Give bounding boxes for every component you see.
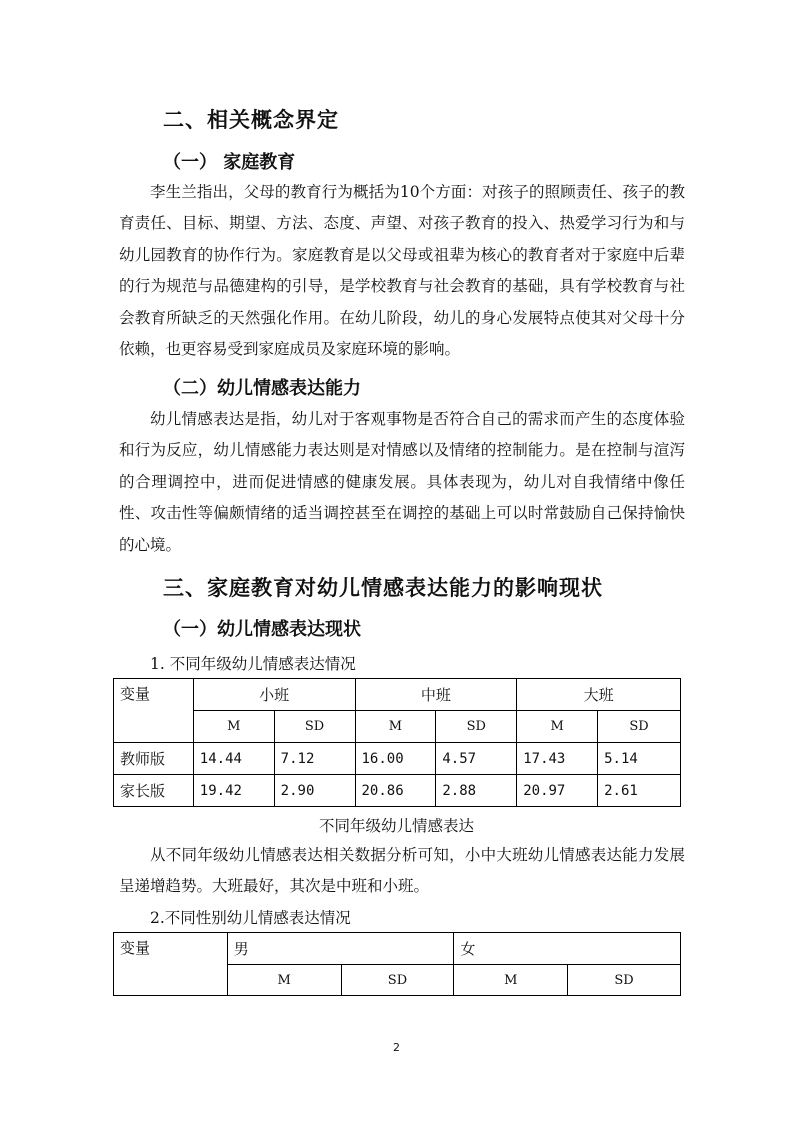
- table-stat-header: M: [227, 965, 341, 996]
- table-cell: 14.44: [193, 743, 274, 775]
- section-3-heading: 三、家庭教育对幼儿情感表达能力的影响现状: [163, 576, 603, 600]
- table-row-label: 家长版: [114, 775, 194, 807]
- table-group-header: 女: [454, 933, 681, 965]
- table-stat-header: M: [193, 711, 274, 743]
- table-group-header: 小班: [193, 679, 355, 711]
- table-cell: 7.12: [274, 743, 355, 775]
- table-stat-header: M: [454, 965, 568, 996]
- table-stat-header: SD: [436, 711, 517, 743]
- table-cell: 17.43: [517, 743, 598, 775]
- table-cell: 20.86: [355, 775, 436, 807]
- table-stat-header: SD: [274, 711, 355, 743]
- emotion-expression-paragraph: 幼儿情感表达是指，幼儿对于客观事物是否符合自己的需求而产生的态度体验和行为反应，幼儿情感能力表达则是对情感以及情绪的控制能力。是在控制与渲泻的合理调控中，进而促进情感的健康发展。具体表现为，幼儿对自我情绪中像任性、攻击性等偏颇情绪的适当调控甚至在调控的基础上可以时常鼓励自己保持愉快的心境。: [119, 410, 685, 554]
- gender-emotion-table: [113, 932, 681, 996]
- table-stat-header: SD: [341, 965, 454, 996]
- section-2-heading: 二、相关概念界定: [163, 108, 339, 132]
- grade-emotion-table: [113, 678, 681, 807]
- subsection-family-education-heading: （一） 家庭教育: [163, 152, 296, 173]
- page-number: 2: [393, 1041, 400, 1054]
- table-group-header: 男: [227, 933, 454, 965]
- grade-analysis-paragraph: 从不同年级幼儿情感表达相关数据分析可知，小中大班幼儿情感表达能力发展呈递增趋势。大班最好，其次是中班和小班。: [119, 846, 685, 896]
- table-stat-header: M: [517, 711, 598, 743]
- table-cell: 16.00: [355, 743, 436, 775]
- table-cell: 2.90: [274, 775, 355, 807]
- table-row: [114, 775, 681, 807]
- table-row-label: 教师版: [114, 743, 194, 775]
- table-cell: 2.88: [436, 775, 517, 807]
- table-cell: 4.57: [436, 743, 517, 775]
- table-1-caption: 不同年级幼儿情感表达: [318, 817, 474, 835]
- table-var-header: 变量: [114, 679, 194, 743]
- table-cell: 5.14: [598, 743, 681, 775]
- subsection-emotion-status-heading: （一）幼儿情感表达现状: [163, 619, 361, 640]
- table-group-header: 大班: [517, 679, 681, 711]
- table-stat-header: SD: [598, 711, 681, 743]
- item-1-title: 1. 不同年级幼儿情感表达情况: [150, 655, 356, 673]
- table-group-header: 中班: [355, 679, 517, 711]
- table-cell: 20.97: [517, 775, 598, 807]
- table-cell: 19.42: [193, 775, 274, 807]
- table-stat-header: M: [355, 711, 436, 743]
- table-var-header: 变量: [114, 933, 228, 996]
- table-cell: 2.61: [598, 775, 681, 807]
- family-education-paragraph: 李生兰指出，父母的教育行为概括为10个方面：对孩子的照顾责任、孩子的教育责任、目标、期望、方法、态度、声望、对孩子教育的投入、热爱学习行为和与幼儿园教育的协作行为。家庭教育是以父母或祖辈为核心的教育者对于家庭中后辈的行为规范与品德建构的引导，是学校教育与社会教育的基础，具有学校教育与社会教育所缺乏的天然强化作用。在幼儿阶段，幼儿的身心发展特点使其对父母十分依赖，也更容易受到家庭成员及家庭环境的影响。: [119, 183, 685, 359]
- item-2-title: 2.不同性别幼儿情感表达情况: [150, 909, 351, 927]
- subsection-emotion-expression-heading: （二）幼儿情感表达能力: [163, 378, 361, 399]
- table-stat-header: SD: [568, 965, 681, 996]
- table-row: [114, 743, 681, 775]
